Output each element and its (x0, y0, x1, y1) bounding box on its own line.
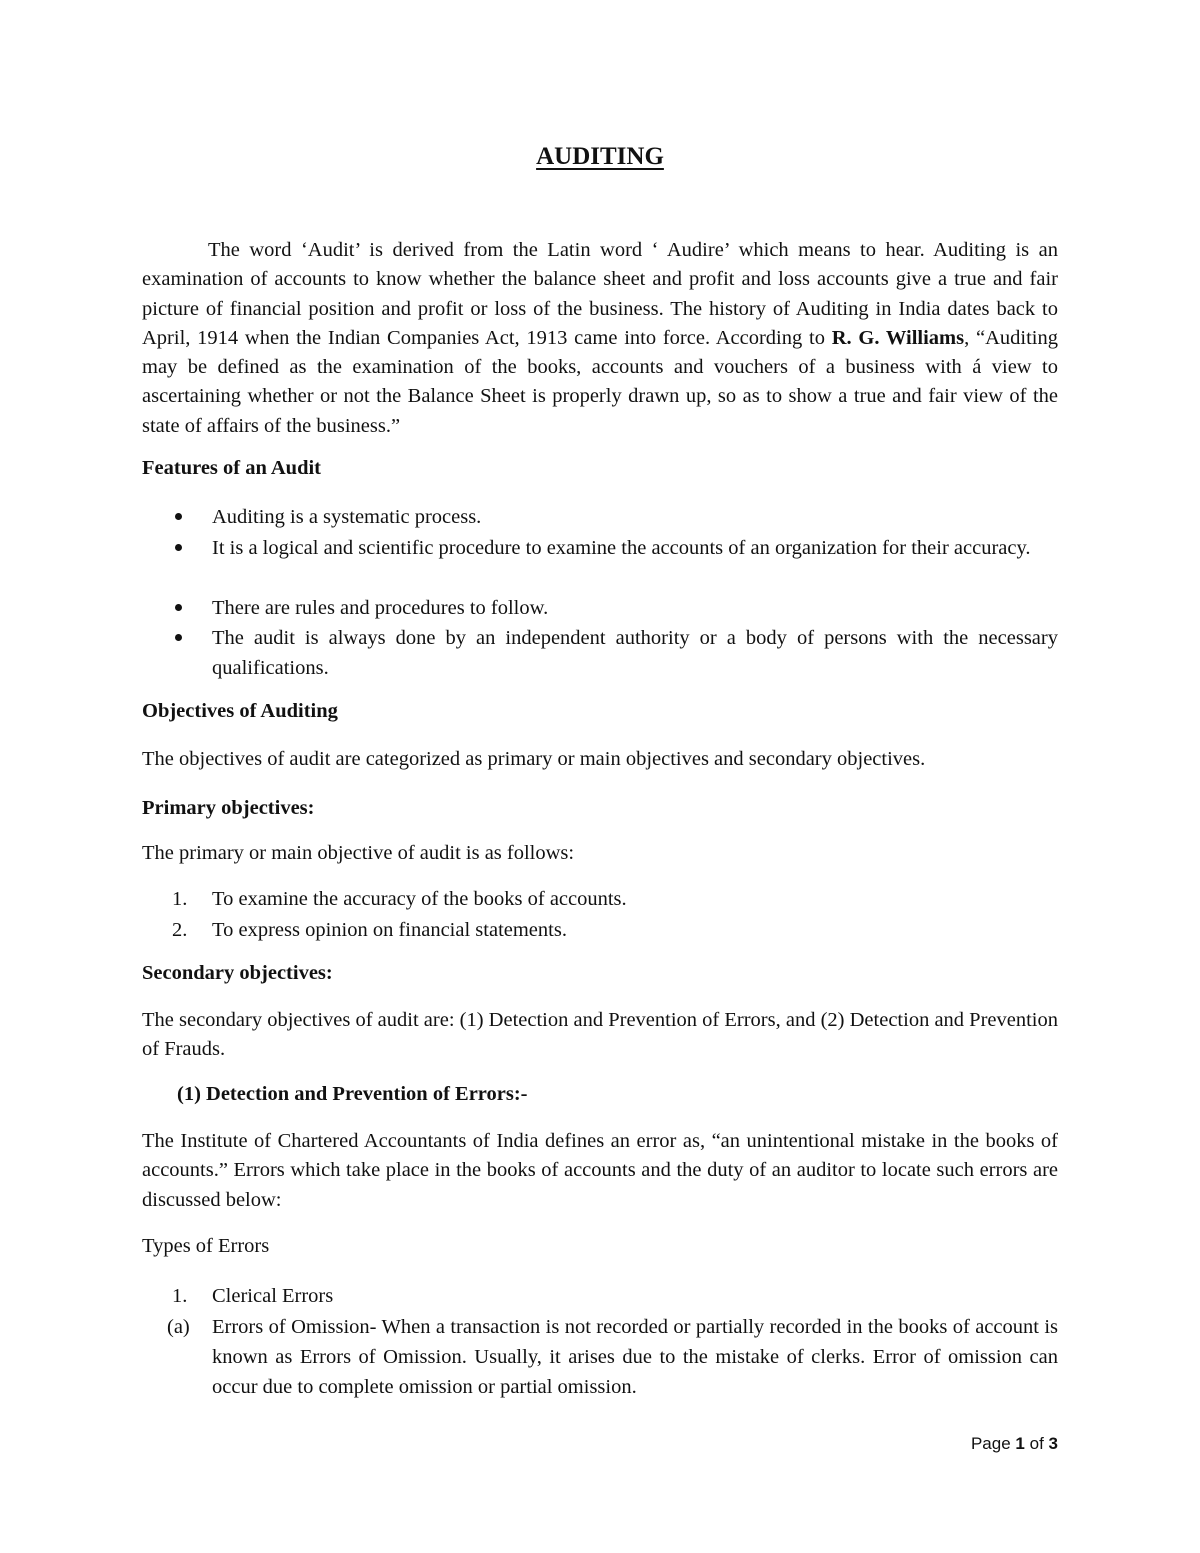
list-item (212, 593, 1058, 623)
primary-text: The primary or main objective of audit is as follows: (142, 842, 575, 864)
list-letter: (a) (167, 1316, 190, 1338)
primary-item-text: To express opinion on financial statements. (212, 919, 567, 941)
page-footer (971, 1434, 1058, 1454)
page-total: 3 (1048, 1434, 1058, 1453)
page-current: 1 (1015, 1434, 1025, 1453)
list-number: 1. (172, 888, 188, 910)
list-number: 2. (172, 919, 188, 941)
errors-text: The Institute of Chartered Accountants of India defines an error as, “an unintentional mistake in the books of accounts.” Errors which take place in the books of accounts and the duty of an auditor to locate such errors are discussed below: (142, 1130, 1058, 1211)
primary-heading: Primary objectives: (142, 797, 315, 819)
list-item (212, 623, 1058, 683)
feature-text: It is a logical and scientific procedure to examine the accounts of an organization for their accuracy. (212, 537, 1031, 559)
features-heading: Features of an Audit (142, 457, 322, 479)
list-item (212, 533, 1058, 563)
secondary-text: The secondary objectives of audit are: (1) Detection and Prevention of Errors, and (2) Detection and Prevention of Frauds. (142, 1009, 1058, 1061)
bullet-icon (175, 634, 182, 641)
intro-text-end: , “Auditing may be defined as the examination of the books, accounts and vouchers of a business with á view to ascertaining whether or not the Balance Sheet is properly drawn up, so as to show a true and fair view of the state of affairs of the business.” (142, 326, 1058, 437)
bullet-icon (175, 544, 182, 551)
bullet-icon (175, 513, 182, 520)
feature-text: The audit is always done by an independent authority or a body of persons with the necessary qualifications. (212, 627, 1058, 679)
page-title: AUDITING (536, 143, 664, 170)
errors-heading: (1) Detection and Prevention of Errors:- (177, 1083, 528, 1105)
objectives-heading: Objectives of Auditing (142, 700, 338, 722)
error-type-text: Errors of Omission- When a transaction is not recorded or partially recorded in the books of account is known as Errors of Omission. Usually, it arises due to the mistake of clerks. Error of omission can occur due to complete omission or partial omission. (212, 1316, 1058, 1398)
types-label: Types of Errors (142, 1235, 270, 1257)
objectives-text: The objectives of audit are categorized as primary or main objectives and secondary objectives. (142, 748, 926, 770)
feature-text: Auditing is a systematic process. (212, 506, 482, 528)
list-item (172, 884, 1058, 914)
list-item (212, 502, 1058, 532)
list-item (172, 1281, 1058, 1311)
error-type-text: Clerical Errors (212, 1285, 334, 1307)
feature-text: There are rules and procedures to follow. (212, 597, 549, 619)
secondary-heading: Secondary objectives: (142, 962, 333, 984)
intro-text-start: The word ‘Audit’ is derived from the Latin word ‘ Audire’ which means to hear. Auditing is an examination of accounts to know whether the balance sheet and profit and loss accounts give a true and fair picture of financial position and profit or loss of the business. The history of Auditing in India dates back to April, 1914 when the Indian Companies Act, 1913 came into force. According to (142, 239, 1058, 349)
page-word: Page (970, 1434, 1011, 1453)
bullet-icon (175, 604, 182, 611)
page-of-word: of (1029, 1434, 1044, 1453)
author-name: R. G. Williams (831, 326, 965, 349)
list-number: 1. (172, 1285, 188, 1307)
intro-paragraph (142, 236, 1058, 441)
list-item (172, 915, 1058, 945)
list-item (167, 1312, 1058, 1402)
primary-item-text: To examine the accuracy of the books of accounts. (212, 888, 627, 910)
